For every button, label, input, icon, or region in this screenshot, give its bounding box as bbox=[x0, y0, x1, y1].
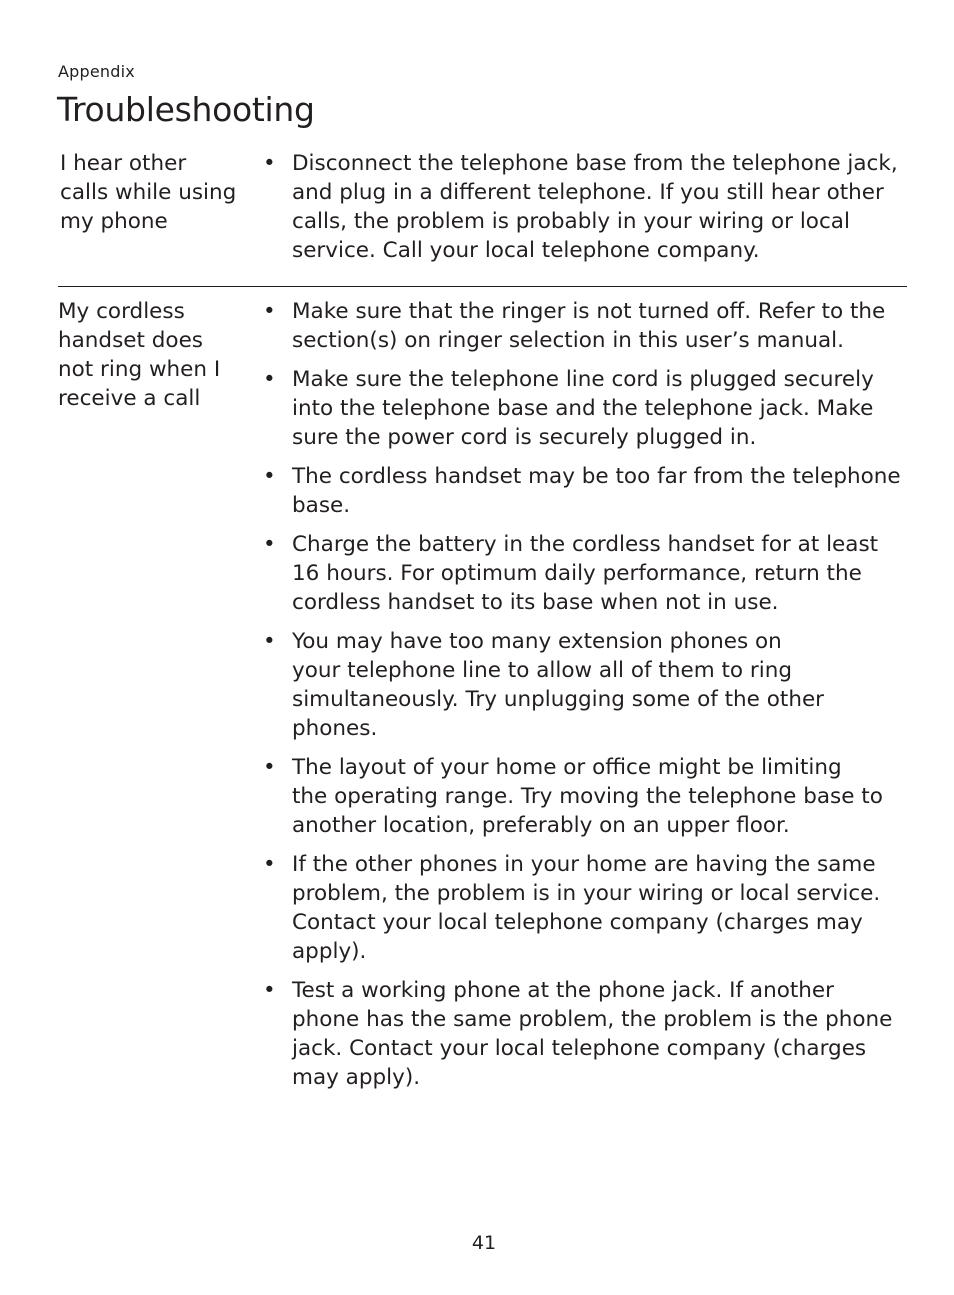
solution-line: base. bbox=[292, 493, 351, 518]
solution-line: and plug in a different telephone. If you still hear other bbox=[292, 180, 884, 205]
bullet-icon: • bbox=[263, 464, 276, 489]
problem-description bbox=[60, 149, 250, 236]
solution-line: another location, preferably on an upper floor. bbox=[292, 813, 790, 838]
page-number: 41 bbox=[471, 1232, 497, 1254]
bullet-icon: • bbox=[263, 299, 276, 324]
solution-item bbox=[263, 627, 909, 743]
solution-line: calls, the problem is probably in your wiring or local bbox=[292, 209, 850, 234]
solution-line: may apply). bbox=[292, 1065, 421, 1090]
solution-line: section(s) on ringer selection in this user’s manual. bbox=[292, 328, 844, 353]
solution-line: 16 hours. For optimum daily performance, return the bbox=[292, 561, 862, 586]
solution-line: Charge the battery in the cordless handset for at least bbox=[292, 532, 879, 557]
bullet-icon: • bbox=[263, 532, 276, 557]
solution-item bbox=[263, 365, 909, 452]
bullet-icon: • bbox=[263, 151, 276, 176]
problem-line: My cordless bbox=[58, 299, 185, 324]
solution-line: Test a working phone at the phone jack. If another bbox=[292, 978, 834, 1003]
solution-line: Make sure that the ringer is not turned off. Refer to the bbox=[292, 299, 886, 324]
problem-line: I hear other bbox=[60, 151, 187, 176]
section-label: Appendix bbox=[58, 62, 135, 81]
solution-item bbox=[263, 149, 909, 265]
bullet-icon: • bbox=[263, 978, 276, 1003]
solution-line: Contact your local telephone company (charges may bbox=[292, 910, 863, 935]
problem-line: calls while using bbox=[60, 180, 237, 205]
bullet-icon: • bbox=[263, 852, 276, 877]
solution-line: into the telephone base and the telephone jack. Make bbox=[292, 396, 874, 421]
solution-line: service. Call your local telephone company. bbox=[292, 238, 760, 263]
solution-item bbox=[263, 753, 909, 840]
solution-line: apply). bbox=[292, 939, 367, 964]
solution-list bbox=[263, 149, 909, 275]
solution-line: Make sure the telephone line cord is plugged securely bbox=[292, 367, 874, 392]
solution-item bbox=[263, 850, 909, 966]
solution-line: your telephone line to allow all of them to ring bbox=[292, 658, 792, 683]
solution-line: The cordless handset may be too far from the telephone bbox=[292, 464, 901, 489]
problem-line: receive a call bbox=[58, 386, 201, 411]
solution-line: The layout of your home or office might be limiting bbox=[292, 755, 842, 780]
solution-line: Disconnect the telephone base from the telephone jack, bbox=[292, 151, 898, 176]
solution-line: cordless handset to its base when not in use. bbox=[292, 590, 779, 615]
solution-item bbox=[263, 297, 909, 355]
solution-item bbox=[263, 462, 909, 520]
solution-line: You may have too many extension phones on bbox=[292, 629, 782, 654]
solution-item bbox=[263, 976, 909, 1092]
solution-line: phone has the same problem, the problem is the phone bbox=[292, 1007, 893, 1032]
solution-line: simultaneously. Try unplugging some of the other bbox=[292, 687, 825, 712]
bullet-icon: • bbox=[263, 755, 276, 780]
solution-line: If the other phones in your home are having the same bbox=[292, 852, 876, 877]
problem-description bbox=[58, 297, 248, 413]
problem-line: my phone bbox=[60, 209, 168, 234]
solution-line: the operating range. Try moving the telephone base to bbox=[292, 784, 883, 809]
solution-line: jack. Contact your local telephone company (charges bbox=[292, 1036, 867, 1061]
page-title: Troubleshooting bbox=[57, 90, 315, 129]
solution-line: problem, the problem is in your wiring or local service. bbox=[292, 881, 881, 906]
row-divider bbox=[58, 286, 907, 287]
solution-line: phones. bbox=[292, 716, 378, 741]
solution-item bbox=[263, 530, 909, 617]
solution-line: sure the power cord is securely plugged in. bbox=[292, 425, 757, 450]
problem-line: handset does bbox=[58, 328, 203, 353]
solution-list bbox=[263, 297, 909, 1102]
bullet-icon: • bbox=[263, 629, 276, 654]
bullet-icon: • bbox=[263, 367, 276, 392]
problem-line: not ring when I bbox=[58, 357, 221, 382]
